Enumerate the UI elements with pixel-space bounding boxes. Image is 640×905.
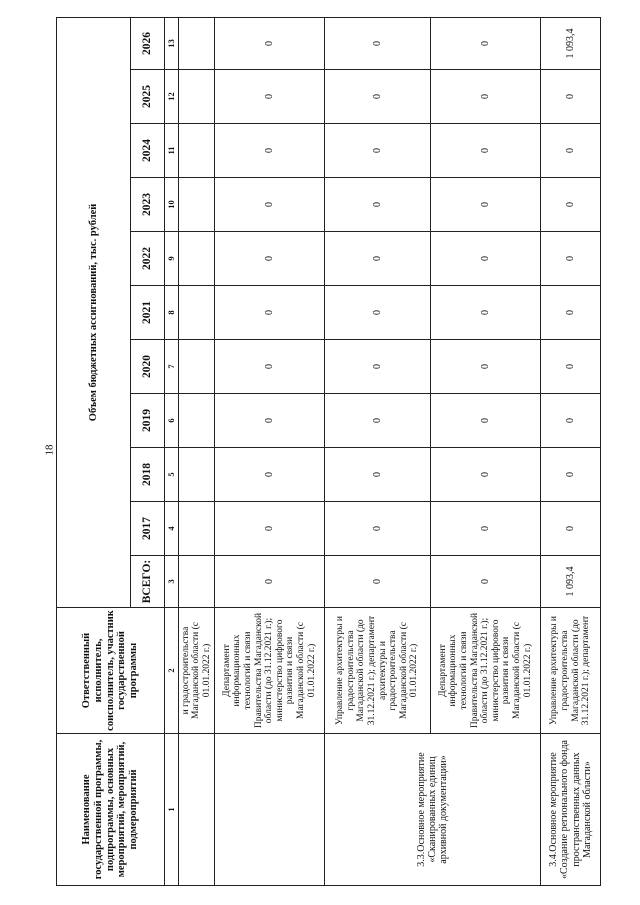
value-cell: 0: [215, 502, 325, 556]
value-cell: 0: [431, 340, 541, 394]
value-cell: 0: [215, 178, 325, 232]
col-number: 5: [165, 448, 179, 502]
value-total: 1 093,4: [541, 556, 601, 608]
row-name: [215, 734, 325, 886]
value-cell: 0: [431, 124, 541, 178]
header-year: 2018: [131, 448, 165, 502]
col-number: 12: [165, 70, 179, 124]
col-number: 7: [165, 340, 179, 394]
col-number: 1: [165, 734, 179, 886]
value-cell: 0: [431, 17, 541, 69]
value-cell: 0: [431, 70, 541, 124]
value-cell: 0: [541, 70, 601, 124]
table-row: [215, 17, 325, 885]
header-year: 2023: [131, 178, 165, 232]
value-cell: 0: [325, 70, 431, 124]
header-name: Наименование государственной программы, подпрограммы, основных мероприятий, мероприятий, подмероприятий: [57, 734, 165, 886]
value-cell: 0: [215, 394, 325, 448]
value-cell: 0: [215, 286, 325, 340]
value-cell: 0: [541, 394, 601, 448]
header-responsible: Ответственный исполнитель, соисполнитель, участник государственной программы: [57, 608, 165, 734]
value-cell: 0: [541, 286, 601, 340]
value-total: 0: [215, 556, 325, 608]
value-cell: 0: [541, 502, 601, 556]
value-cell: [179, 17, 215, 69]
header-year: 2026: [131, 17, 165, 69]
header-year: 2022: [131, 232, 165, 286]
col-number: 4: [165, 502, 179, 556]
value-total: [179, 556, 215, 608]
value-cell: 0: [215, 124, 325, 178]
table-row: [541, 17, 601, 885]
value-cell: [179, 124, 215, 178]
row-responsible: Управление архитектуры и градостроительства Магаданской области (до 31.12.2021 г.); департамент архитектуры и градостроительства Магаданской области (с 01.01.2022 г.): [325, 608, 431, 734]
header-year: 2019: [131, 394, 165, 448]
value-cell: [179, 232, 215, 286]
row-responsible: Департамент информационных технологий и связи Правительства Магаданской области (до 31.12.2021 г.); министерство цифрового развития и связи Магаданской области (с 01.01.2022 г.): [431, 608, 541, 734]
col-number: 11: [165, 124, 179, 178]
value-cell: [179, 286, 215, 340]
value-cell: [179, 394, 215, 448]
value-cell: 0: [431, 232, 541, 286]
value-cell: 0: [325, 232, 431, 286]
col-number: 8: [165, 286, 179, 340]
row-name: 3.4.Основное мероприятие «Создание регионального фонда пространственных данных Магаданской области»: [541, 734, 601, 886]
value-cell: 0: [215, 17, 325, 69]
value-cell: 0: [431, 178, 541, 232]
value-cell: 0: [325, 448, 431, 502]
row-responsible: Управление архитектуры и градостроительства Магаданской области (до 31.12.2021 г.); департамент: [541, 608, 601, 734]
header-budget: Объем бюджетных ассигнований, тыс. рублей: [57, 17, 131, 607]
row-name: [179, 734, 215, 886]
header-year: 2025: [131, 70, 165, 124]
value-cell: 0: [215, 232, 325, 286]
value-cell: 0: [325, 286, 431, 340]
value-cell: 0: [325, 502, 431, 556]
value-cell: 0: [215, 448, 325, 502]
value-total: 0: [325, 556, 431, 608]
value-cell: 0: [431, 394, 541, 448]
row-name: 3.3.Основное мероприятие «Сканированных единиц архивной документации»: [325, 734, 541, 886]
value-cell: 0: [325, 178, 431, 232]
value-cell: [179, 178, 215, 232]
value-cell: 0: [325, 124, 431, 178]
value-cell: 0: [215, 70, 325, 124]
header-year: 2021: [131, 286, 165, 340]
table-row: [179, 17, 215, 885]
header-total: ВСЕГО:: [131, 556, 165, 608]
value-cell: 0: [541, 448, 601, 502]
header-year: 2020: [131, 340, 165, 394]
header-year: 2024: [131, 124, 165, 178]
col-number: 13: [165, 17, 179, 69]
value-cell: [179, 70, 215, 124]
table-container: [56, 18, 600, 886]
value-cell: 0: [325, 340, 431, 394]
header-year: 2017: [131, 502, 165, 556]
col-number: 2: [165, 608, 179, 734]
page-number: 18: [43, 444, 56, 456]
value-cell: 0: [541, 178, 601, 232]
budget-table: [56, 17, 601, 886]
value-cell: [179, 448, 215, 502]
value-cell: 0: [325, 17, 431, 69]
col-number: 3: [165, 556, 179, 608]
value-cell: 0: [541, 232, 601, 286]
value-cell: 0: [541, 340, 601, 394]
col-number: 9: [165, 232, 179, 286]
value-cell: 0: [541, 124, 601, 178]
value-cell: 0: [431, 502, 541, 556]
value-cell: [179, 340, 215, 394]
value-cell: 1 093,4: [541, 17, 601, 69]
value-cell: [179, 502, 215, 556]
value-cell: 0: [325, 394, 431, 448]
col-number: 10: [165, 178, 179, 232]
col-number: 6: [165, 394, 179, 448]
table-row: [325, 17, 431, 885]
value-total: 0: [431, 556, 541, 608]
value-cell: 0: [431, 448, 541, 502]
row-responsible: Департамент информационных технологий и связи Правительства Магаданской области (до 31.12.2021 г.); министерство цифрового развития и связи Магаданской области (с 01.01.2022 г.): [215, 608, 325, 734]
value-cell: 0: [431, 286, 541, 340]
row-responsible: и градостроительства Магаданской области (с 01.01.2022 г.): [179, 608, 215, 734]
value-cell: 0: [215, 340, 325, 394]
